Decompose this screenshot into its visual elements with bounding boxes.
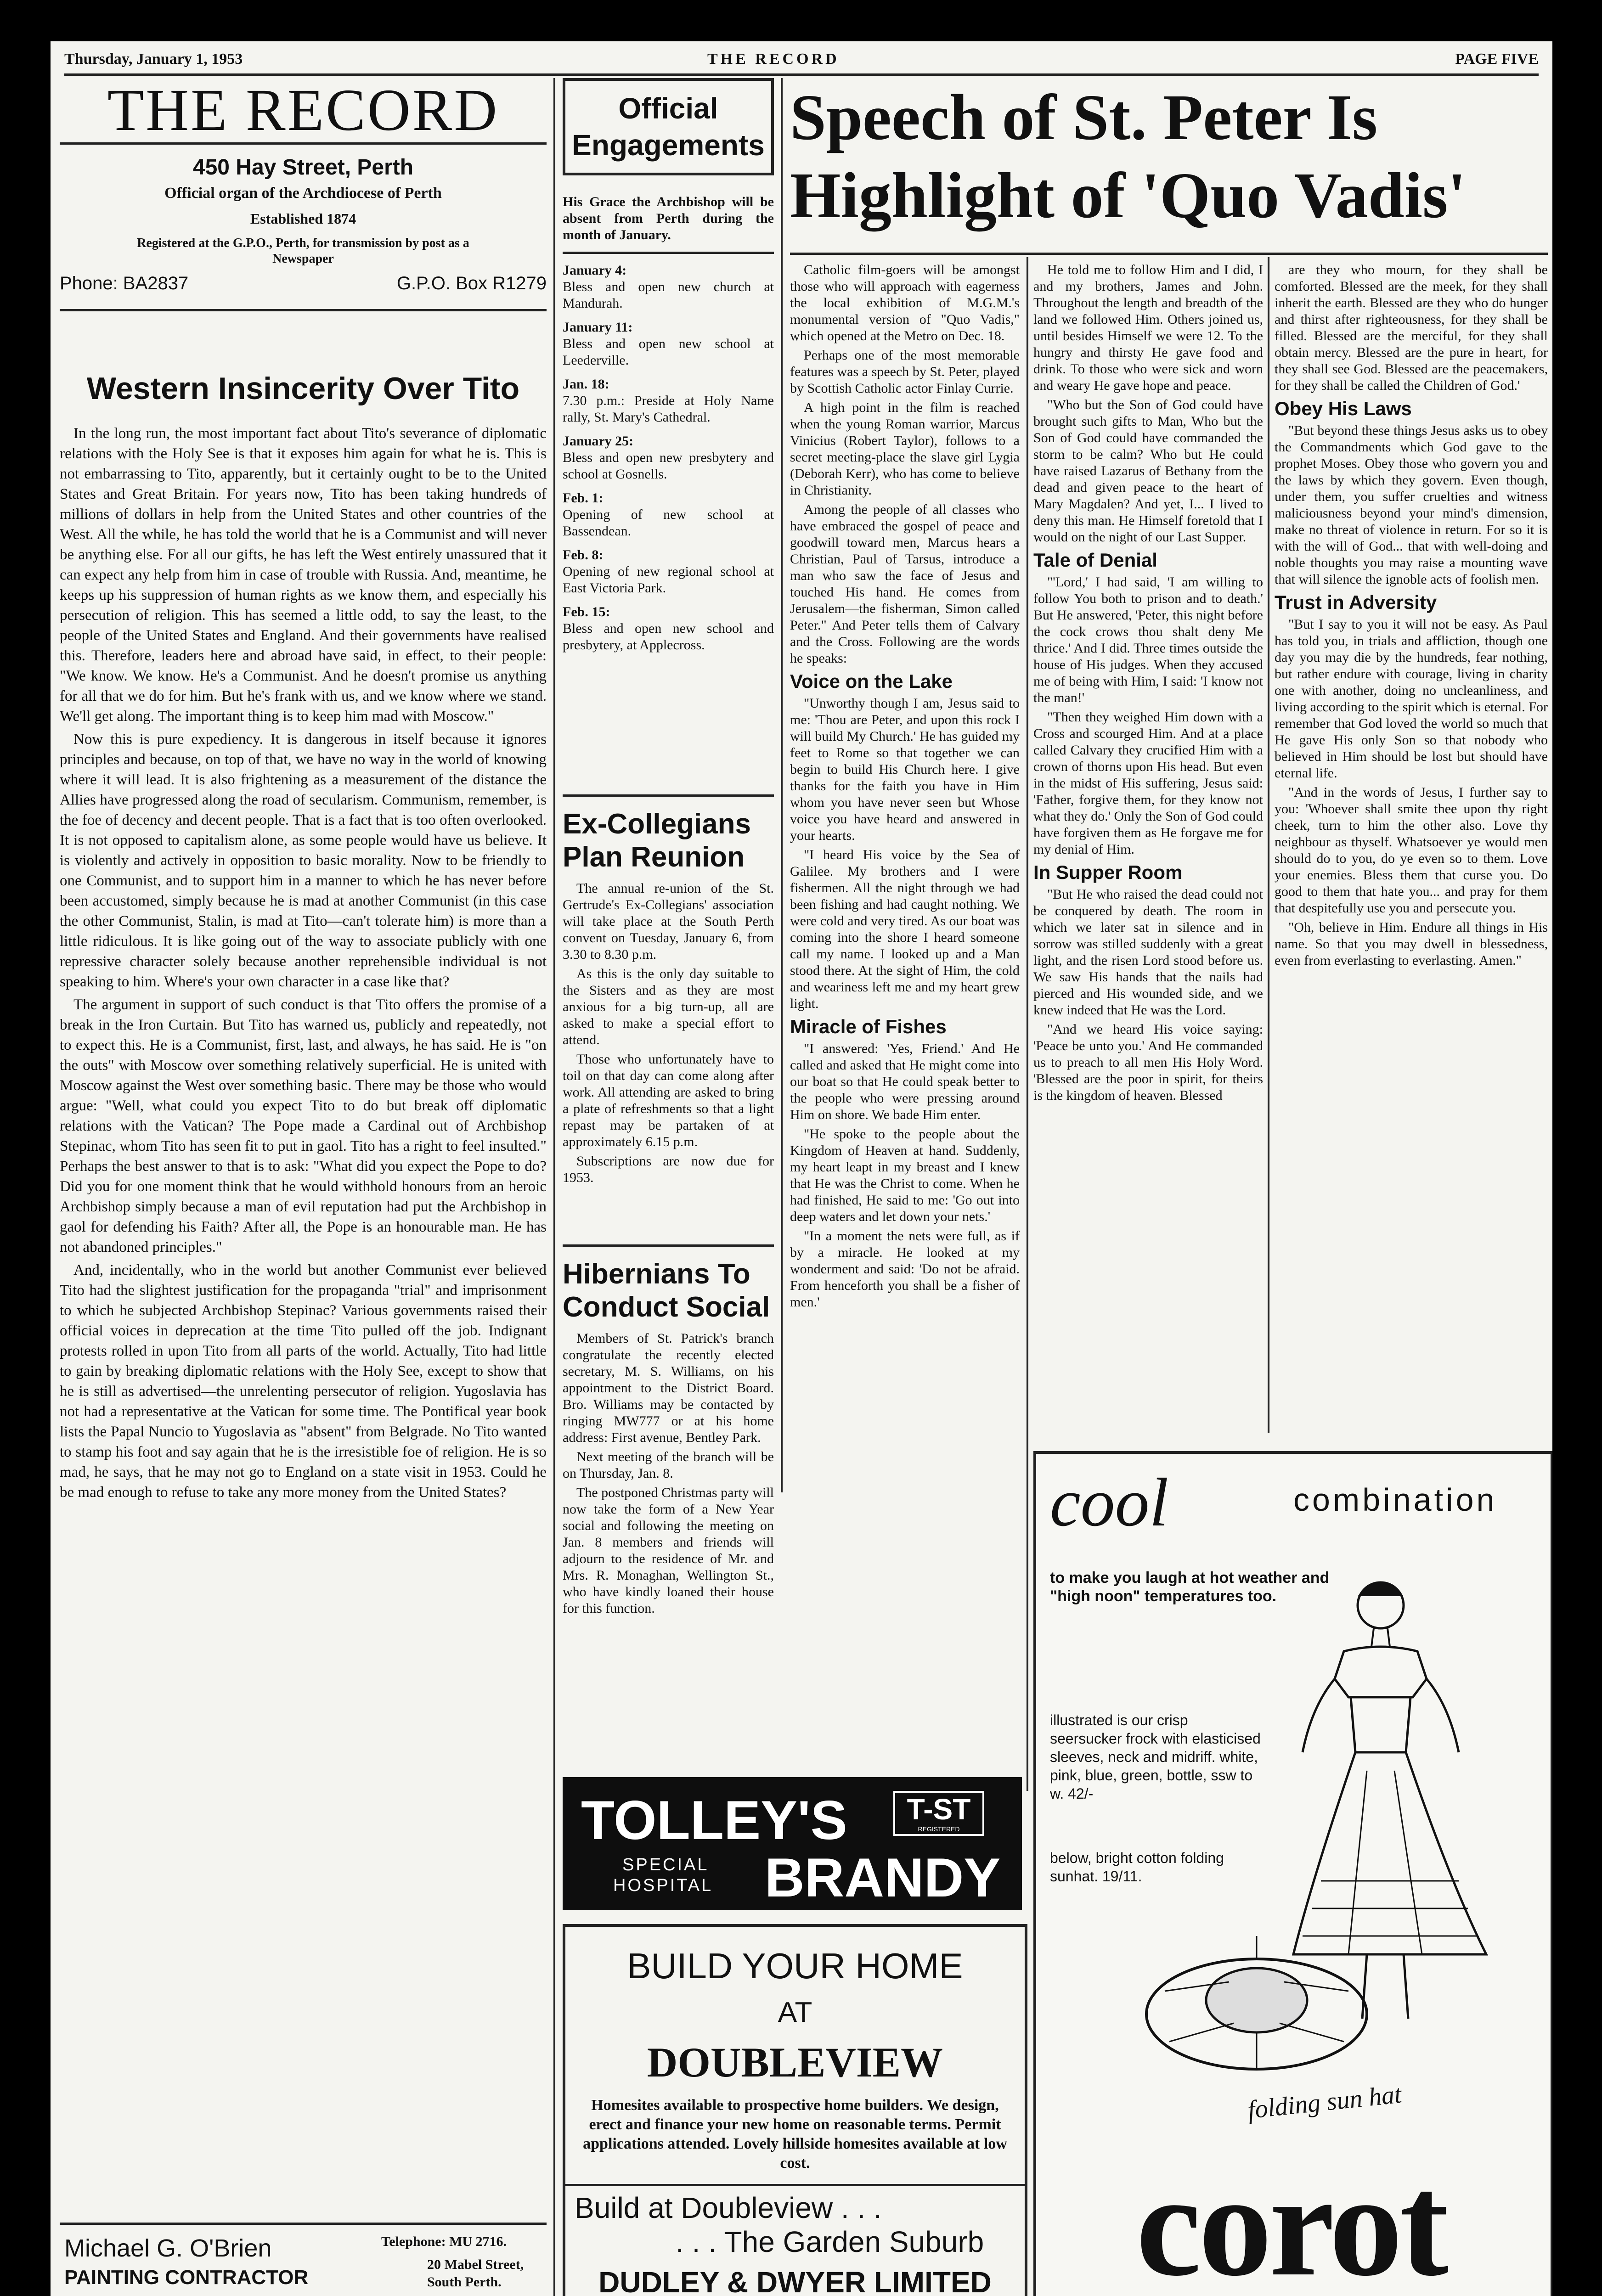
editorial-paragraph: The argument in support of such conduct is that Tito offers the promise of a break in the Iron Curtain. But Tito has warned us, publicly and repeatedly, not to expect this. He is a Communist, first, last, and always, he has said. He is "on the outs" with Moscow over something relatively superficial. He is united with Moscow against the West over something basic. There may be those who would argue: "Well, what could you expect Tito to do but break off diplomatic relations with the Vatican? The Pope made a Cardinal out of Archbishop Stepinac, whom Tito has seen fit to put in gaol. Tito has a right to feel insulted." Perhaps the best answer to that is to ask: "What did you expect the Pope to do? Did you for one moment think that he would withhold honours from an heroic Archbishop simply because a man of evil reputation had put the Archbishop in gaol for defending his Faith? After all, the Pope is an honourable man. He has not abandoned principles."	[60, 996, 547, 1255]
excollegians	[563, 794, 774, 1311]
editorial-paragraph: In the long run, the most important fact about Tito's severance of diplomatic relations with the Holy See is that it exposes him again for what he is. This is not embarrassing to Tito, apparently, but it certainly ought to be to the United States and Great Britain. For years now, Tito has been taking hundreds of millions of dollars in help from the United States and other countries of the West. All the while, he has told the world that he is a Communist and will never be anything else. For all our gifts, he has left the West entirely unassured that it can expect any help from him in case of trouble with Russia. And, meantime, he keeps up his suppression of human rights as we know them, and especially his persecution of religion. This has seemed a little odd, to say the least, to the people of the United States and England. And their governments have realised this. Therefore, leaders here and abroad have said, in effect, to their people: "We know. We know. He's a Communist. And he doesn't promise us anything for all that we do for him. But he's frank with us, and we know where we stand. We'll get along. The important thing is to keep him mad with Moscow."	[60, 425, 547, 725]
article-paragraph: He told me to follow Him and I did, I and my brothers, James and John. Throughout the length and breadth of the land we followed Him. Others joined us, until besides Himself we were 12. To the hungry and thirsty He gave food and drink. To those who were sick and worn and weary He gave hope and peace.	[1033, 262, 1263, 393]
doubleview-title: DOUBLEVIEW	[647, 2039, 943, 2086]
subheading: Miracle of Fishes	[790, 1016, 947, 1037]
engagement-text: 7.30 p.m.: Preside at Holy Name rally, St. Mary's Cathedral.	[563, 393, 774, 425]
engagements-title	[563, 78, 774, 175]
masthead-contact	[60, 273, 547, 301]
article-paragraph: "He spoke to the people about the Kingdom of Heaven at hand. Suddenly, my heart leapt in my breast and I knew that He was the Christ to come. When he had finished, He said to me: 'Go out into deep waters and let down your nets.'	[790, 1126, 1020, 1224]
doubleview-text: Homesites available to prospective home builders. We design, erect and finance your new home on reasonable terms. Permit applications attended. Lovely hillside homesites available at low cost.	[583, 2097, 1007, 2172]
obrien-trade: PAINTING CONTRACTOR	[64, 2266, 309, 2289]
engagement-item	[563, 604, 774, 653]
tolleys-tst-logo	[893, 1791, 984, 1836]
engagement-date: Feb. 1:	[563, 490, 604, 506]
sunhat-illustration	[1137, 1922, 1376, 2097]
engagement-item	[563, 433, 774, 483]
masthead-phone: Phone: BA2837	[60, 273, 189, 293]
editorial-headline: Western Insincerity Over Tito	[86, 371, 520, 406]
corot-hat-text: below, bright cotton folding sunhat. 19/11.	[1050, 1850, 1224, 1885]
subheading: Tale of Denial	[1033, 549, 1157, 571]
engagement-text: Bless and open new school at Leederville.	[563, 336, 774, 368]
engagement-text: Bless and open new church at Mandurah.	[563, 279, 774, 311]
doubleview-build: Build at Doubleview . . .	[575, 2191, 882, 2224]
article-paragraph: Catholic film-goers will be amongst those who will approach with eagerness the local exhibition of M.G.M.'s monumental version of "Quo Vadis," which opened at the Metro on Dec. 18.	[790, 262, 1020, 343]
article-paragraph: "And we heard His voice saying: 'Peace be unto you.' And He commanded us to preach to all men His Holy Word. 'Blessed are the poor in spirit, for theirs is the kingdom of heaven. Blessed	[1033, 1022, 1263, 1103]
obrien-address-2: South Perth.	[427, 2274, 502, 2290]
subheading: Trust in Adversity	[1275, 591, 1437, 613]
masthead-registered: Registered at the G.P.O., Perth, for transmission by post as a Newspaper	[137, 236, 469, 266]
divider	[563, 252, 774, 254]
engagement-item	[563, 376, 774, 426]
engagements	[563, 78, 774, 905]
article-paragraph: A high point in the film is reached when the young Roman warrior, Marcus Vinicius (Robert Taylor), follows to a secret meeting-place the slave girl Lygia (Deborah Kerr), who has come to believe in Christianity.	[790, 400, 1020, 498]
tst-text: T-ST	[907, 1793, 971, 1826]
corot-cool: cool	[1050, 1464, 1169, 1541]
editorial-paragraph: And, incidentally, who in the world but another Communist ever believed Tito had the slightest justification for the propaganda "trial" and imprisonment to which he subjected Archbishop Stepinac? Various governments raised their official voices in deprecation at the time Tito pulled off the job. Indignant protests rolled in upon Tito from all parts of the world. Actually, Tito had little to gain by breaking diplomatic relations with the Holy See, except to show that he is still as advertised—the unrelenting persecutor of religion. Yugoslavia has not had a representative at the Vatican for some time. The Pontifical year book lists the Papal Nuncio to Yugoslavia as "absent" from Belgrade. No Tito wanted to stamp his foot and say again that he is the irresistible foe of religion. He is so mad, he says, that he may not go to England on a state visit in 1953. Could he be mad enough to refuse to take any more money from the United States?	[60, 1262, 547, 1501]
hibernians-body	[563, 1330, 774, 1617]
engagement-date: Jan. 18:	[563, 377, 609, 392]
tolleys-brandy: BRANDY	[765, 1847, 1001, 1908]
newspaper-page	[51, 41, 1552, 2296]
article-paragraph: "I heard His voice by the Sea of Galilee. My brothers and I were fishermen. All the night through we had been fishing and had caught nothing. We were cold and very tired. As our boat was coming into the shore I heard someone call my name. I looked up and a Man stood there. At the sight of Him, the cold and weariness left me and my heart grew light.	[790, 847, 1020, 1011]
headline-line: Ex-Collegians	[563, 808, 751, 840]
corot-script: folding sun hat	[1246, 2080, 1403, 2125]
column-rule	[553, 78, 555, 2296]
corot-frock-text: illustrated is our crisp seersucker frock with elasticised sleeves, neck and midriff. white, pink, blue, green, bottle, ssw to w. 42/-	[1050, 1712, 1261, 1802]
article-paragraph: "But He who raised the dead could not be conquered by death. The room in which we later sat in silence and in sorrow was stilled suddenly with a great light, and the risen Lord stood before us. We saw His hands that the nails had pierced and His wounded side, and we knew indeed that He was the Lord.	[1033, 887, 1263, 1018]
article-paragraph: Next meeting of the branch will be on Thursday, Jan. 8.	[563, 1449, 774, 1481]
paper-name: THE RECORD	[707, 51, 840, 68]
hibernians	[563, 1244, 774, 1770]
column-rule	[1268, 257, 1269, 1433]
article-paragraph: "But beyond these things Jesus asks us to obey the Commandments which God gave to the prophet Moses. Obey those who govern you and the laws by which they govern. Even though, under them, you suffer cruelties and witness maliciousness beyond your mind's dimension, make no threat of violence in return. For so it is with the will of God... that with well-doing and noble thoughts you may raise a mounting wave that will silence the ignoble acts of foolish men.	[1275, 423, 1548, 587]
tolleys-hospital: HOSPITAL	[613, 1876, 713, 1895]
article-paragraph: "But I say to you it will not be easy. As Paul has told you, in trials and affliction, though one day you may die by the hundreds, fear nothing, but rather endure with courage, living in charity one with another, doing no uncleanliness, and living according to the spirit which is eternal. For remember that God loved the world so much that He gave His only Son so that nobody who believed in Him should be lost but should have eternal life.	[1275, 617, 1548, 781]
doubleview-line: AT	[778, 1997, 812, 2028]
article-paragraph: are they who mourn, for they shall be comforted. Blessed are the meek, for they shall inherit the earth. Blessed are they who do hunger and thirst after righteousness, for they shall be filled. Blessed are the merciful, for they shall obtain mercy. Blessed are the pure in heart, for they shall see God. Blessed are the peacemakers, for they shall be called the Children of God.'	[1275, 262, 1548, 393]
obrien-telephone: Telephone: MU 2716.	[381, 2234, 507, 2249]
article-paragraph: As this is the only day suitable to the Sisters and as they are most anxious for a big turn-up, all are asked to make a special effort to attend.	[563, 966, 774, 1047]
engagement-text: Bless and open new school and presbytery, at Applecross.	[563, 621, 774, 653]
article-paragraph: The annual re-union of the St. Gertrude's Ex-Collegians' association will take place at the South Perth convent on Tuesday, January 6, from 3.30 to 8.30 p.m.	[563, 881, 774, 962]
engagement-text: Opening of new school at Bassendean.	[563, 507, 774, 539]
masthead	[60, 78, 547, 354]
article-paragraph: "Who but the Son of God could have brought such gifts to Man, Who but the Son of God could have commanded the storm to be calm? Who but He could have raised Lazarus of Bethany from the dead and given peace to the heart of Mary Magdalen? And yet, I... I lived to deny this man. He Himself foretold that I would on the night of our Last Supper.	[1033, 397, 1263, 545]
tolleys-special: SPECIAL	[622, 1855, 709, 1874]
masthead-title: THE RECORD	[60, 78, 547, 145]
engagement-item	[563, 547, 774, 597]
feature-headline	[790, 78, 1548, 255]
headline-line: Plan Reunion	[563, 841, 745, 873]
engagement-date: January 4:	[563, 263, 627, 278]
masthead-established: Established 1874	[250, 210, 356, 227]
article-paragraph: Members of St. Patrick's branch congratulate the recently elected secretary, M. S. Williams, on his appointment to the District Board. Bro. Williams may be contacted by ringing MW777 or at his home address: First avenue, Bentley Park.	[563, 1331, 774, 1445]
column-rule	[1027, 257, 1028, 1791]
engagements-list	[563, 262, 774, 653]
excollegians-headline	[563, 808, 774, 874]
hibernians-headline	[563, 1258, 774, 1324]
column-rule	[781, 78, 783, 1492]
ad-doubleview	[563, 1924, 1027, 2296]
headline-line: Hibernians To	[563, 1258, 750, 1290]
issue-date: Thursday, January 1, 1953	[64, 51, 243, 68]
editorial	[60, 363, 547, 2204]
article-paragraph: The postponed Christmas party will now take the form of a New Year social and following the meeting on Jan. 8 members and friends will adjourn to the residence of Mr. and Mrs. R. Monaghan, Wellington St., who have kindly loaned their house for this function.	[563, 1485, 774, 1616]
engagement-text: Bless and open new presbytery and school at Gosnells.	[563, 450, 774, 482]
engagement-date: Feb. 8:	[563, 547, 604, 563]
tst-registered: REGISTERED	[918, 1825, 960, 1833]
engagements-title-line: Official	[618, 92, 718, 125]
obrien-name: Michael G. O'Brien	[64, 2234, 272, 2262]
editorial-paragraph: Now this is pure expediency. It is dangerous in itself because it ignores principles and because, on top of that, we have no way in the world of knowing where it will lead. It is also frightening as a measurement of the distance the Allies have progressed along the road of secularism. Communism, remember, is the foe of decency and decent people. That is a fact that is too often overlooked. It is not opposed to capitalism alone, as some people would have us believe. It is violently and actively in opposition to basic morality. Now to be friendly to one Communist, and to support him in a manner to which he has never before been accustomed, simply because he is mad at another Communist (in this case the other Communist, Stalin, is mad at Tito—can't tolerate him) is more than a little ridiculous. It is like going out of the way to associate publicly with one repressive character solely because another reprehensible individual is not speaking to him. Where's your own character in a case like that?	[60, 731, 547, 990]
page-number: PAGE FIVE	[1455, 51, 1539, 68]
engagement-item	[563, 262, 774, 312]
masthead-address: 450 Hay Street, Perth	[192, 155, 414, 180]
masthead-organ: Official organ of the Archdiocese of Perth	[164, 185, 442, 202]
article-paragraph: "Unworthy though I am, Jesus said to me: 'Thou are Peter, and upon this rock I will build My Church.' He has guided my feet to Rome so that together we can begin to build His Church here. I give thanks for the faith you have in Him whom you have never seen but Whose voice you have heard and answered in your hearts.	[790, 696, 1020, 843]
ad-tolleys	[563, 1777, 1022, 1910]
editorial-body	[60, 423, 547, 1503]
obrien-address-1: 20 Mabel Street,	[427, 2257, 524, 2272]
article-paragraph: "Then they weighed Him down with a Cross and scourged Him. And at a place called Calvary they crucified Him with a crown of thorns upon His head. But even in the midst of His suffering, Jesus said: 'Father, forgive them, for they know not what they do.' Only the Son of God could have forgiven them as He forgave me for my denial of Him.	[1033, 709, 1263, 857]
corot-brand: corot	[1136, 2144, 1446, 2296]
feature-headline-line: Speech of St. Peter Is	[790, 81, 1378, 153]
article-paragraph: Those who unfortunately have to toil on that day can come along after work. All attending are asked to bring a plate of refreshments so that a light repast may be partaken of at approximately 6.15 p.m.	[563, 1052, 774, 1149]
ad-obrien	[60, 2223, 547, 2296]
engagement-item	[563, 319, 774, 369]
corot-tagline: to make you laugh at hot weather and "high noon" temperatures too.	[1050, 1569, 1330, 1605]
divider	[60, 309, 547, 311]
article-paragraph: "And in the words of Jesus, I further say to you: 'Whoever shall smite thee upon thy right cheek, turn to him the other also. Love thy neighbour as thyself. Whatsoever ye would men should do to you, do ye even so to them. Love your enemies. Bless them that curse you. Do good to them that hate you... and pray for them that despitefully use you and persecute you.	[1275, 785, 1548, 916]
engagement-text: Opening of new regional school at East Victoria Park.	[563, 564, 774, 596]
engagements-title-line: Engagements	[572, 129, 765, 162]
divider	[565, 2184, 1025, 2186]
article-paragraph: Among the people of all classes who have embraced the gospel of peace and goodwill toward men, Marcus hears a Christian, Paul of Tarsus, introduce a man who saw the face of Jesus and touched His hand. He comes from Jerusalem—the fisherman, Simon called Peter." And Peter tells them of Calvary and the Cross. Following are the words he speaks:	[790, 502, 1020, 666]
doubleview-suburb: . . . The Garden Suburb	[676, 2225, 984, 2258]
excollegians-body	[563, 880, 774, 1186]
article-paragraph: "In a moment the nets were full, as if by a miracle. He looked at my wonderment and said: 'Do not be afraid. From henceforth you shall be a fisher of men.'	[790, 1228, 1020, 1310]
feature-headline-line: Highlight of 'Quo Vadis'	[790, 159, 1466, 231]
tolleys-brand: TOLLEY'S	[581, 1790, 847, 1851]
masthead-box: G.P.O. Box R1279	[396, 273, 547, 293]
article-paragraph: "I answered: 'Yes, Friend.' And He called and asked that He might come into our boat so that He could speak better to the people who were pressing around Him on shore. We bade Him enter.	[790, 1041, 1020, 1122]
doubleview-company: DUDLEY & DWYER LIMITED	[598, 2266, 992, 2296]
article-paragraph: Subscriptions are now due for 1953.	[563, 1154, 774, 1185]
ad-corot	[1033, 1451, 1552, 2296]
subheading: Obey His Laws	[1275, 398, 1412, 419]
engagement-date: Feb. 15:	[563, 604, 610, 619]
engagement-item	[563, 490, 774, 540]
corot-combination: combination	[1293, 1482, 1497, 1518]
article-paragraph: "'Lord,' I had said, 'I am willing to follow You both to prison and to death.' But He answered, 'Peter, this night before the cock crows thou shalt deny Me thrice.' And I did. Three times outside the house of His judges. When they accused me of being with Him, I said: 'I know not the man!'	[1033, 574, 1263, 705]
article-paragraph: "Oh, believe in Him. Endure all things in His name. So that you may dwell in blessedness, even from everlasting to everlasting. Amen."	[1275, 920, 1548, 968]
subheading: Voice on the Lake	[790, 670, 953, 692]
engagement-date: January 11:	[563, 320, 633, 335]
running-head	[64, 46, 1539, 76]
doubleview-line: BUILD YOUR HOME	[627, 1946, 963, 1986]
feature-column-1	[790, 262, 1020, 1777]
feature-column-3	[1275, 262, 1548, 1428]
subheading: In Supper Room	[1033, 861, 1183, 883]
engagements-intro: His Grace the Archbishop will be absent from Perth during the month of January.	[563, 194, 774, 242]
headline-line: Conduct Social	[563, 1291, 770, 1323]
engagement-date: January 25:	[563, 433, 634, 449]
article-paragraph: Perhaps one of the most memorable features was a speech by St. Peter, played by Scottish Catholic actor Finlay Currie.	[790, 348, 1020, 396]
